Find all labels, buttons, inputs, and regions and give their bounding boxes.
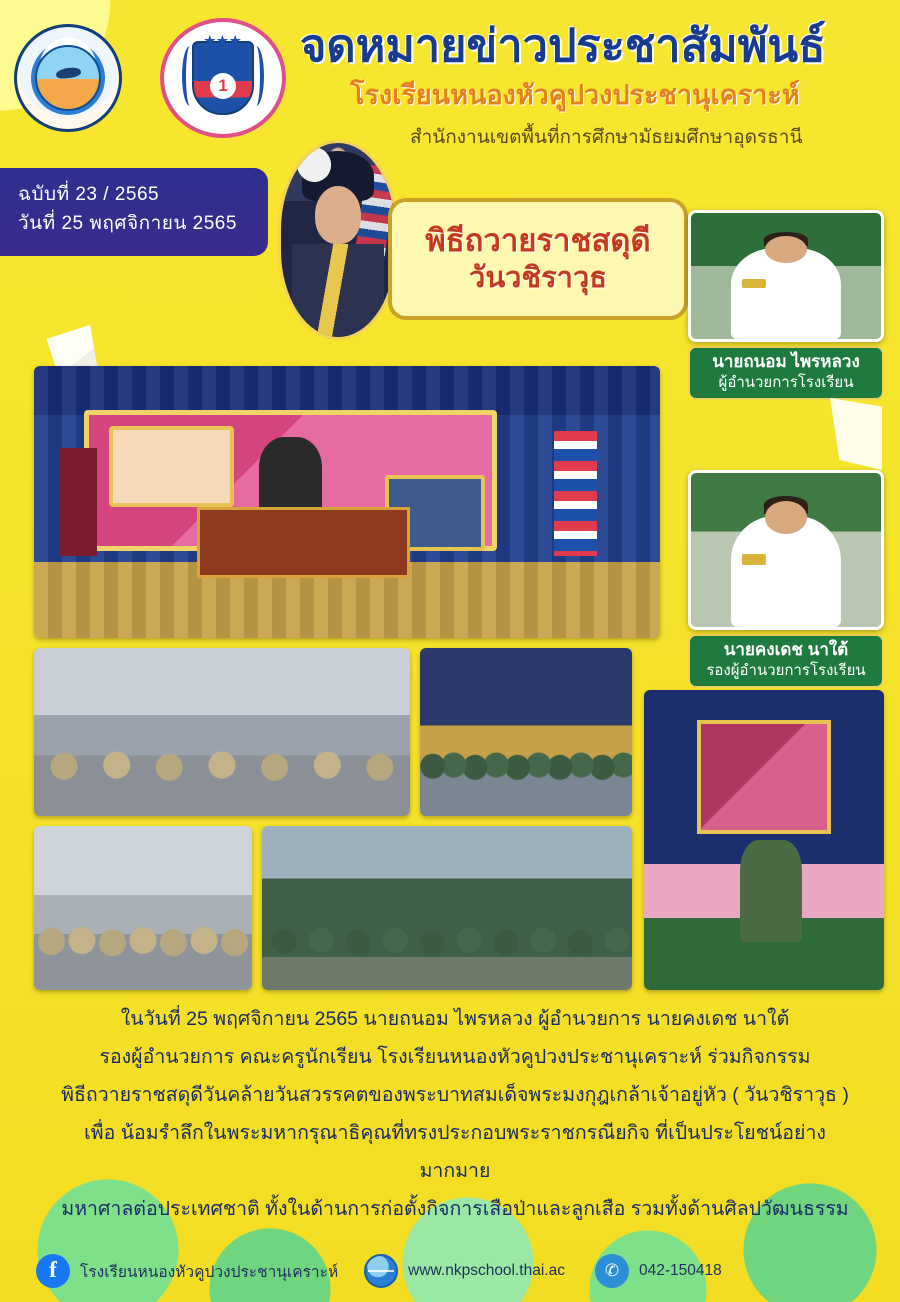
- emblem-stars-icon: ★★★: [204, 33, 242, 48]
- facebook-page-name: โรงเรียนหนองหัวคูปวงประชานุเคราะห์: [80, 1263, 339, 1281]
- offering-altar: [197, 507, 410, 578]
- seated-students: [34, 732, 410, 789]
- scouts-lineup-photo: [262, 826, 632, 990]
- event-title-plate: [388, 198, 688, 320]
- phone-icon[interactable]: ✆: [595, 1254, 629, 1288]
- director-name-1: นายถนอม ไพรหลวง: [712, 352, 860, 371]
- globe-icon[interactable]: [364, 1254, 398, 1288]
- body-line-2: รองผู้อำนวยการ คณะครูนักเรียน โรงเรียนหนองหัวคูปวงประชานุเคราะห์ ร่วมกิจกรรม: [99, 1046, 811, 1069]
- issue-banner: [0, 168, 268, 256]
- event-title-line1: พิธีถวายราชสดุดี: [425, 223, 651, 259]
- phone-number: 042-150418: [638, 1262, 722, 1279]
- facebook-icon[interactable]: f: [36, 1254, 70, 1288]
- issue-number: ฉบับที่ 23 / 2565: [18, 184, 160, 205]
- laurel-right-icon: [248, 46, 264, 106]
- event-title-line2: วันวชิราวุธ: [469, 261, 607, 294]
- body-line-5: มหาศาลต่อประเทศชาติ ทั้งในด้านการก่อตั้งกิจการเสือป่าและลูกเสือ รวมทั้งด้านศิลปวัฒนธรรม: [61, 1198, 849, 1221]
- school-name: โรงเรียนหนองหัวคูปวงประชานุเคราะห์: [350, 80, 800, 111]
- director-caption-1: [688, 346, 884, 400]
- scout-figure: [740, 840, 802, 942]
- figure-head: [765, 236, 807, 263]
- website-url[interactable]: www.nkpschool.thai.ac: [408, 1262, 565, 1279]
- director-position-2: รองผู้อำนวยการโรงเรียน: [706, 662, 866, 680]
- issue-date: วันที่ 25 พฤศจิกายน 2565: [18, 213, 237, 235]
- scout-lineup: [262, 908, 632, 964]
- thai-flag-stand: [554, 431, 598, 556]
- ribbon-right-decoration: [830, 398, 882, 470]
- seal-ring: [17, 27, 119, 129]
- page-header: [0, 0, 900, 168]
- education-office: สำนักงานเขตพื้นที่การศึกษามัธยมศึกษาอุดรธานี: [410, 127, 803, 149]
- royal-portrait-frame: [109, 426, 234, 508]
- page-title: จดหมายข่าวประชาสัมพันธ์: [300, 20, 826, 71]
- emblem-number: 1: [210, 73, 236, 99]
- uniform-insignia: [742, 279, 766, 288]
- director-photo-2: [688, 470, 884, 630]
- school-seal-logo: [14, 24, 122, 132]
- body-line-4: เพื่อ น้อมรำลึกในพระมหากรุณาธิคุณที่ทรงประกอบพระราชกรณียกิจ ที่เป็นประโยชน์อย่างมากมาย: [84, 1122, 826, 1183]
- king-portrait: [278, 140, 398, 340]
- director-caption-2: [688, 634, 884, 688]
- uniform-insignia: [742, 554, 766, 565]
- body-line-1: ในวันที่ 25 พฤศจิกายน 2565 นายถนอม ไพรหลวง ผู้อำนวยการ นายคงเดช นาใต้: [120, 1008, 790, 1030]
- school-banner: [59, 448, 97, 557]
- body-line-3: พิธีถวายราชสดุดีวันคล้ายวันสวรรคตของพระบาทสมเด็จพระมงกุฎเกล้าเจ้าอยู่หัว ( วันวชิราวุธ ): [61, 1084, 849, 1107]
- figure-head: [765, 501, 807, 534]
- royal-sash: [292, 244, 383, 337]
- school-emblem-logo: [160, 18, 286, 138]
- portrait-face: [315, 186, 361, 244]
- emblem-shield-icon: [192, 33, 254, 115]
- director-figure: [731, 248, 841, 339]
- header-titles: [300, 22, 890, 152]
- altar-offering-photo: [420, 648, 632, 816]
- hall-students: [34, 908, 252, 964]
- director-card-2: [688, 470, 884, 688]
- article-body: [50, 1000, 860, 1228]
- director-figure: [731, 516, 841, 627]
- director-name-2: นายคงเดช นาใต้: [723, 640, 849, 659]
- ceremony-participants: [420, 732, 632, 789]
- laurel-left-icon: [182, 46, 198, 106]
- director-position-1: ผู้อำนวยการโรงเรียน: [718, 374, 854, 392]
- ceremony-stage-photo: [34, 366, 660, 638]
- director-photo-1: [688, 210, 884, 342]
- royal-statue: [259, 437, 322, 513]
- page-footer: [0, 1240, 900, 1302]
- director-card-1: [688, 210, 884, 400]
- shrine-backdrop: [697, 720, 831, 834]
- scout-shrine-photo: [644, 690, 884, 990]
- students-hall-photo: [34, 826, 252, 990]
- students-seated-photo: [34, 648, 410, 816]
